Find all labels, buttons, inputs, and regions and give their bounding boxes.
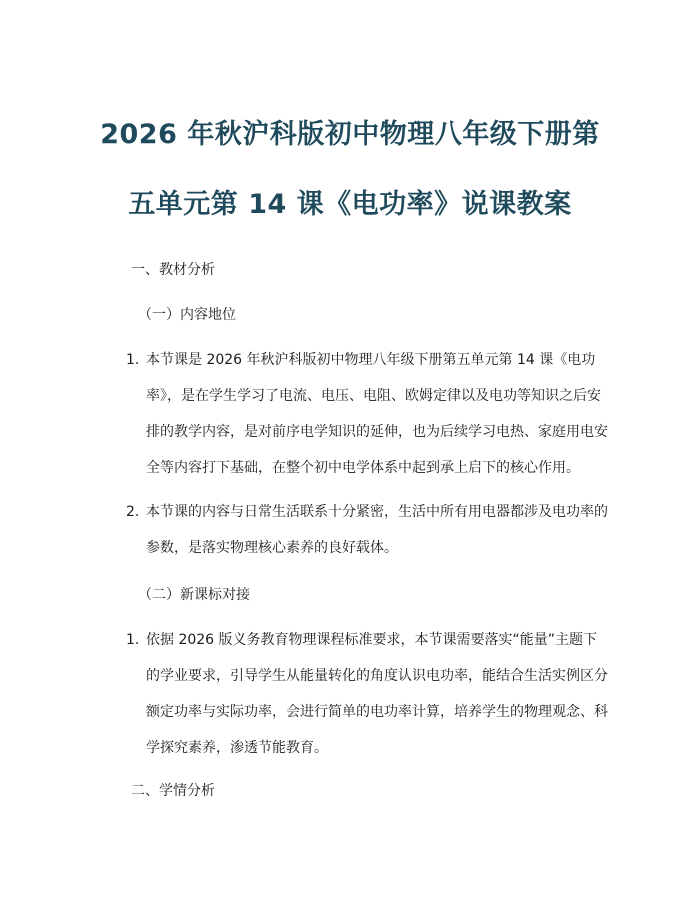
list-item-number: 1. bbox=[126, 352, 140, 368]
text-line: 排的教学内容，是对前序电学知识的延伸，也为后续学习电热、家庭用电安 bbox=[146, 424, 608, 440]
text-line: 本节课的内容与日常生活联系十分紧密，生活中所有用电器都涉及电功率的 bbox=[146, 504, 608, 520]
text-line: 依据 2026 版义务教育物理课程标准要求，本节课需要落实“能量”主题下 bbox=[146, 632, 598, 648]
subsection-heading-curriculum-standard: （二）新课标对接 bbox=[138, 587, 250, 603]
document-title-line-2: 五单元第 14 课《电功率》说课教案 bbox=[128, 189, 572, 220]
text-line: 额定功率与实际功率，会进行简单的电功率计算，培养学生的物理观念、科 bbox=[146, 704, 608, 720]
text-line: 的学业要求，引导学生从能量转化的角度认识电功率，能结合生活实例区分 bbox=[146, 668, 608, 684]
text-line: 全等内容打下基础，在整个初中电学体系中起到承上启下的核心作用。 bbox=[146, 460, 580, 476]
section-heading-student-analysis: 二、学情分析 bbox=[131, 783, 215, 799]
document-title-line-1: 2026 年秋沪科版初中物理八年级下册第 bbox=[100, 119, 600, 150]
subsection-heading-content-position: （一）内容地位 bbox=[138, 307, 236, 323]
list-item-text bbox=[146, 342, 616, 486]
text-line: 学探究素养，渗透节能教育。 bbox=[146, 740, 328, 756]
list-item-text bbox=[146, 494, 616, 566]
text-line: 率》，是在学生学习了电流、电压、电阻、欧姆定律以及电功等知识之后安 bbox=[146, 388, 601, 404]
list-item-number: 1. bbox=[126, 632, 140, 648]
section-heading-teaching-material: 一、教材分析 bbox=[131, 262, 215, 278]
text-line: 本节课是 2026 年秋沪科版初中物理八年级下册第五单元第 14 课《电功 bbox=[146, 352, 596, 368]
list-item-number: 2. bbox=[126, 504, 140, 520]
list-item-text bbox=[146, 622, 616, 766]
text-line: 参数，是落实物理核心素养的良好载体。 bbox=[146, 540, 398, 556]
